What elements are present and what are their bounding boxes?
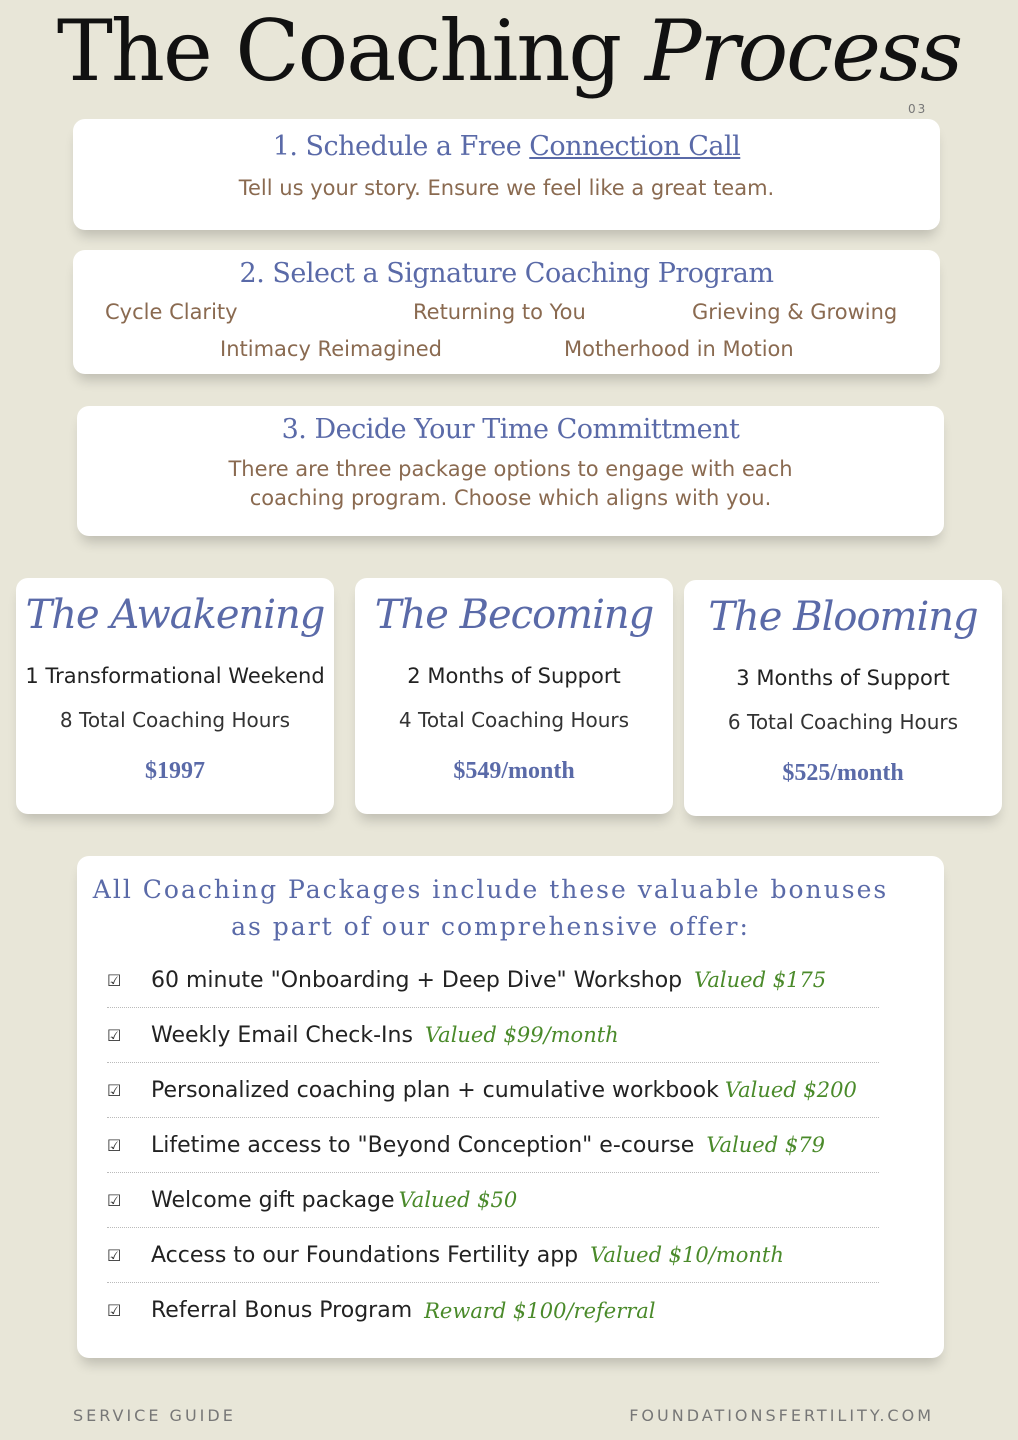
step1-card: [73, 119, 940, 230]
check-circle-icon: ☑: [107, 1025, 122, 1045]
program-motherhood-in-motion: Motherhood in Motion: [564, 337, 794, 361]
program-intimacy-reimagined: Intimacy Reimagined: [220, 337, 442, 361]
footer-website[interactable]: FOUNDATIONSFERTILITY.COM: [629, 1406, 934, 1425]
bonus-text: Weekly Email Check-Ins: [151, 1022, 413, 1048]
package-hours: 4 Total Coaching Hours: [398, 708, 630, 732]
footer-service-guide: SERVICE GUIDE: [73, 1406, 236, 1425]
bonus-item: [107, 1008, 879, 1063]
step3-heading: 3. Decide Your Time Committment: [281, 414, 740, 445]
check-circle-icon: ☑: [107, 970, 122, 990]
step1-heading: [73, 131, 940, 162]
page-number: 03: [908, 102, 928, 116]
bonuses-heading-1: All Coaching Packages include these valuable bonuses: [92, 875, 889, 904]
page-title: [0, 2, 1018, 100]
package-name: The Awakening: [25, 592, 325, 638]
check-circle-icon: ☑: [107, 1245, 122, 1265]
bonus-text: Access to our Foundations Fertility app: [151, 1242, 579, 1268]
package-blooming: [684, 580, 1002, 816]
program-cycle-clarity: Cycle Clarity: [105, 300, 238, 324]
bonus-value: Valued $10/month: [590, 1243, 784, 1267]
package-duration: 2 Months of Support: [407, 664, 621, 688]
package-duration: 1 Transformational Weekend: [25, 664, 325, 688]
step3-text-1: There are three package options to engage with each: [228, 457, 793, 481]
program-returning-to-you: Returning to You: [413, 300, 586, 324]
bonuses-heading-2: as part of our comprehensive offer:: [231, 912, 750, 941]
package-price: $1997: [145, 758, 205, 784]
bonus-value: Valued $79: [706, 1133, 825, 1157]
step1-heading-text: 1. Schedule a Free: [272, 131, 530, 162]
bonus-text: Personalized coaching plan + cumulative workbook: [151, 1077, 719, 1103]
bonus-value: Valued $200: [724, 1078, 857, 1102]
title-italic: Process: [644, 2, 962, 100]
package-price: $549/month: [453, 758, 575, 784]
check-circle-icon: ☑: [107, 1135, 122, 1155]
bonuses-card: [77, 856, 944, 1358]
bonus-value: Valued $99/month: [424, 1023, 619, 1047]
bonus-text: Lifetime access to "Beyond Conception" e-course: [151, 1132, 695, 1158]
bonus-item: [107, 1283, 879, 1338]
connection-call-link[interactable]: Connection Call: [529, 131, 741, 162]
step3-text-2: coaching program. Choose which aligns with you.: [249, 486, 772, 510]
bonus-item: [107, 953, 879, 1008]
package-becoming: [355, 578, 673, 814]
bonus-value: Valued $175: [694, 968, 827, 992]
package-name: The Becoming: [374, 592, 654, 638]
bonus-item: [107, 1063, 879, 1118]
step2-heading: 2. Select a Signature Coaching Program: [239, 258, 774, 289]
package-hours: 8 Total Coaching Hours: [59, 708, 291, 732]
bonus-item: [107, 1118, 879, 1173]
package-hours: 6 Total Coaching Hours: [727, 710, 959, 734]
bonus-value: Reward $100/referral: [424, 1298, 656, 1323]
step3-card: [77, 406, 944, 536]
check-circle-icon: ☑: [107, 1190, 122, 1210]
package-price: $525/month: [782, 760, 904, 786]
bonus-text: Welcome gift package: [151, 1187, 395, 1213]
step1-text: Tell us your story. Ensure we feel like a great team.: [238, 176, 775, 200]
program-grieving-growing: Grieving & Growing: [692, 300, 898, 324]
package-duration: 3 Months of Support: [736, 666, 950, 690]
title-main: The Coaching: [56, 2, 621, 100]
bonus-value: Valued $50: [398, 1188, 518, 1212]
package-awakening: [16, 578, 334, 814]
bonus-item: [107, 1173, 879, 1228]
check-circle-icon: ☑: [107, 1301, 122, 1320]
bonus-text: 60 minute "Onboarding + Deep Dive" Workshop: [151, 967, 683, 993]
bonus-text: Referral Bonus Program: [151, 1298, 413, 1323]
check-circle-icon: ☑: [107, 1080, 122, 1100]
step2-card: [73, 250, 940, 374]
bonus-item: [107, 1228, 879, 1283]
package-name: The Blooming: [708, 594, 978, 640]
